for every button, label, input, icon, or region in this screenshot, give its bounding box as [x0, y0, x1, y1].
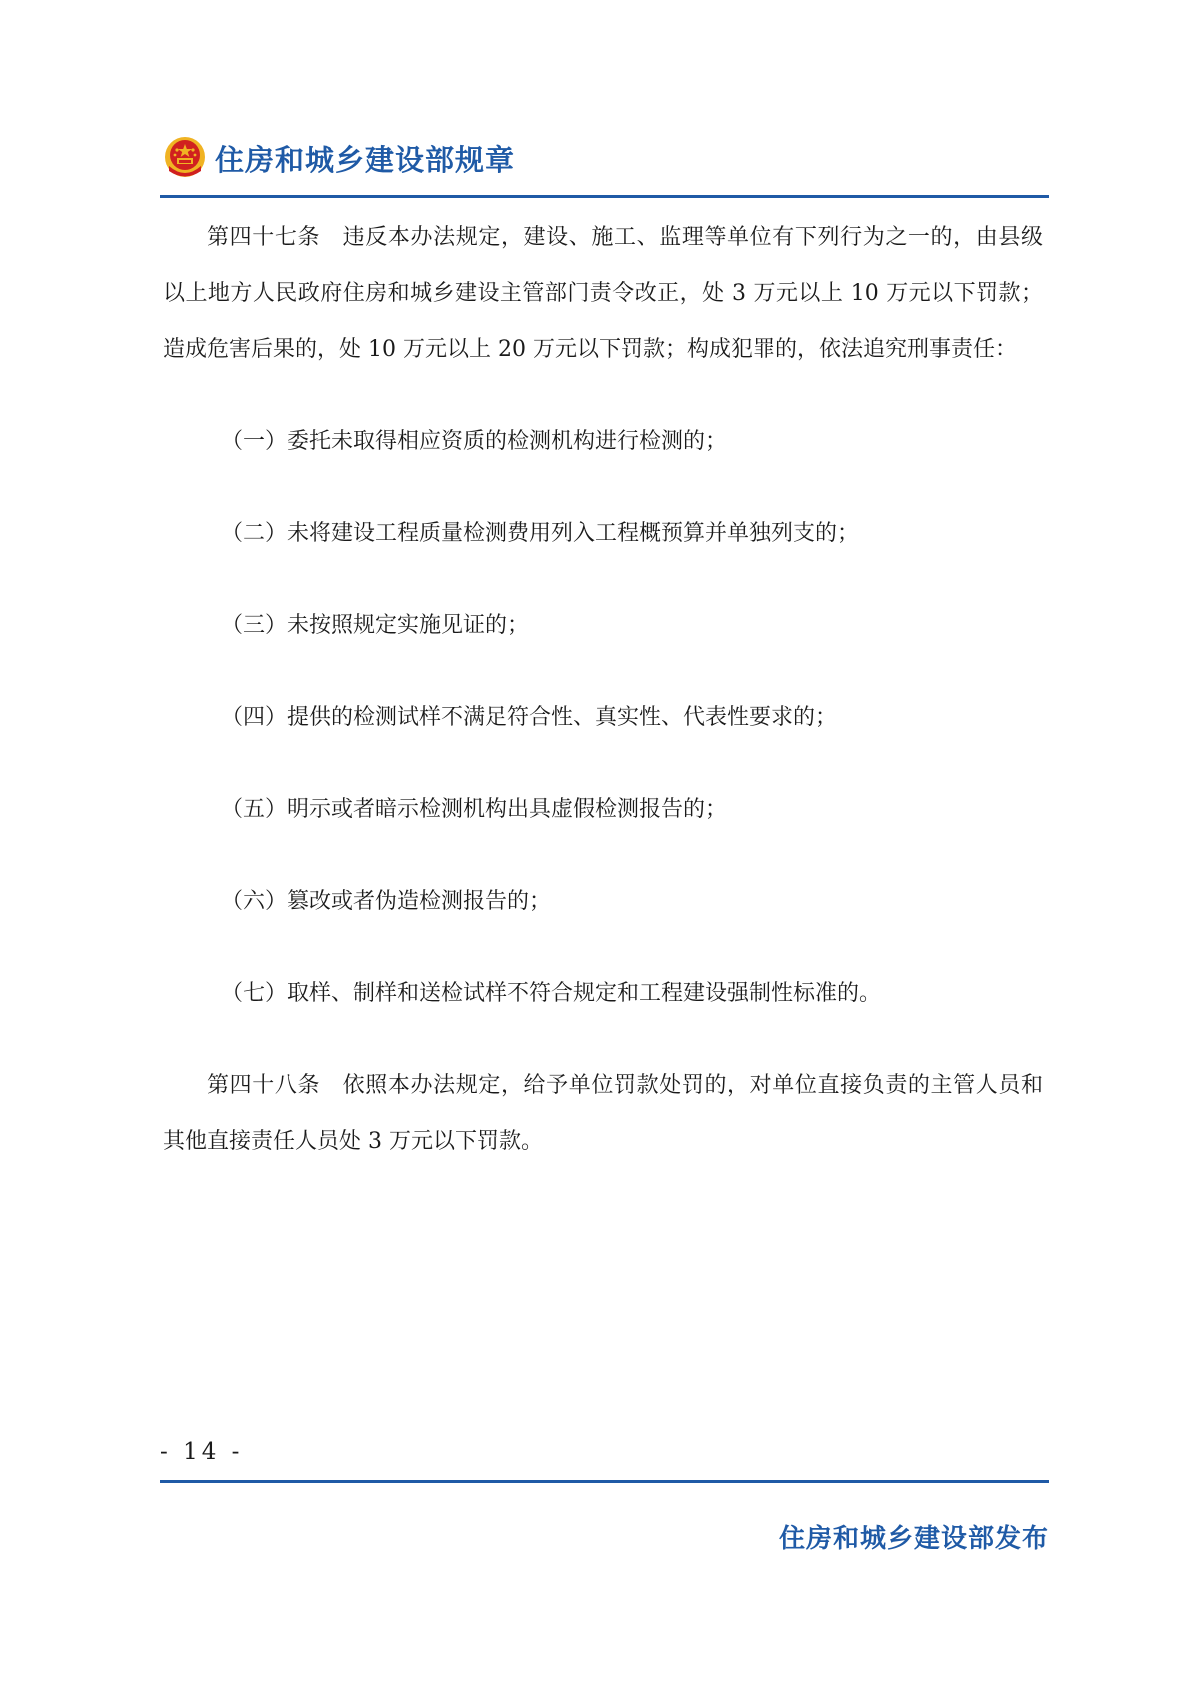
footer-divider	[160, 1480, 1049, 1483]
footer-publisher: 住房和城乡建设部发布	[778, 1524, 1049, 1554]
list-item: （五）明示或者暗示检测机构出具虚假检测报告的；	[221, 797, 728, 822]
national-emblem-icon	[163, 136, 207, 180]
list-item: （七）取样、制样和送检试样不符合规定和工程建设强制性标准的。	[221, 981, 882, 1006]
list-item: （一）委托未取得相应资质的检测机构进行检测的；	[221, 429, 728, 454]
article-48-label: 第四十八条	[207, 1073, 321, 1098]
document-body	[163, 210, 1043, 1170]
article-47	[163, 210, 1043, 378]
article-47-label: 第四十七条	[207, 225, 321, 250]
header-divider	[160, 195, 1049, 198]
article-48-text: 依照本办法规定，给予单位罚款处罚的，对单位直接负责的主管人员和其他直接责任人员处 3 万元以下罚款。	[163, 1073, 1043, 1154]
article-48	[163, 1058, 1043, 1170]
list-item: （四）提供的检测试样不满足符合性、真实性、代表性要求的；	[221, 705, 838, 730]
header-title: 住房和城乡建设部规章	[215, 142, 516, 177]
page-number: - 14 -	[160, 1439, 244, 1465]
page-header	[163, 133, 515, 183]
list-item: （二）未将建设工程质量检测费用列入工程概预算并单独列支的；	[221, 521, 860, 546]
list-item: （六）篡改或者伪造检测报告的；	[221, 889, 552, 914]
list-item: （三）未按照规定实施见证的；	[221, 613, 530, 638]
article-47-text: 违反本办法规定，建设、施工、监理等单位有下列行为之一的，由县级以上地方人民政府住房和城乡建设主管部门责令改正，处 3 万元以上 10 万元以下罚款；造成危害后果的，处 10 万元以上 20 万元以下罚款；构成犯罪的，依法追究刑事责任：	[163, 225, 1043, 362]
